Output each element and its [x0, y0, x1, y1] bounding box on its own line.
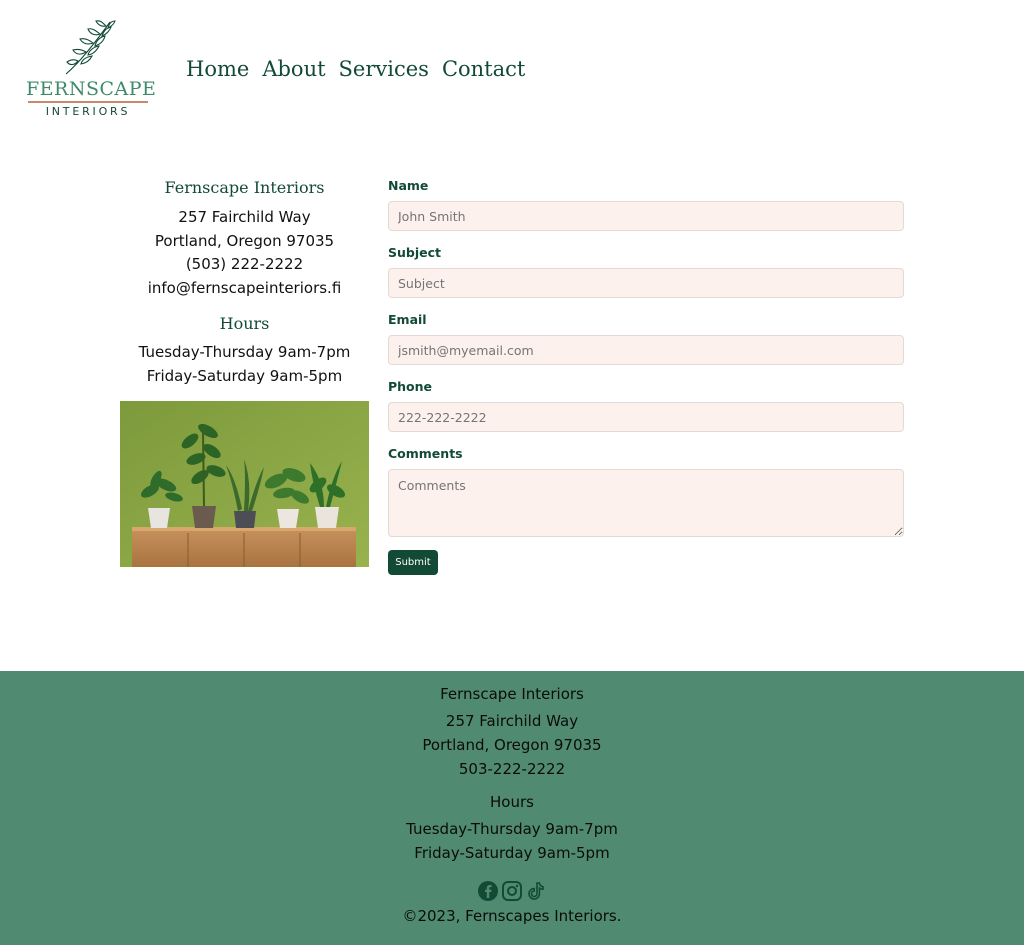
- footer-address: [0, 710, 1024, 781]
- logo[interactable]: [26, 18, 157, 120]
- logo-wordmark: FERNSCAPE: [26, 78, 157, 100]
- contact-form: [388, 178, 904, 575]
- subject-input[interactable]: [388, 268, 904, 298]
- email-label: Email: [388, 312, 427, 327]
- contact-info: [120, 176, 369, 388]
- footer-address-line-1: 257 Fairchild Way: [445, 712, 579, 730]
- footer-hours-title: Hours: [490, 793, 534, 811]
- name-label: Name: [388, 178, 429, 193]
- email-input[interactable]: [388, 335, 904, 365]
- hours-line-1: Tuesday-Thursday 9am-7pm: [138, 343, 351, 361]
- submit-button[interactable]: Submit: [388, 550, 438, 575]
- footer-hours-line-2: Friday-Saturday 9am-5pm: [414, 843, 610, 862]
- phone-number: (503) 222-2222: [185, 255, 304, 273]
- name-input[interactable]: [388, 201, 904, 231]
- company-name: Fernscape Interiors: [164, 178, 325, 197]
- hours-title: Hours: [219, 314, 270, 333]
- copyright: ©2023, Fernscapes Interiors.: [402, 907, 622, 925]
- main-nav: [186, 55, 538, 83]
- logo-divider: [28, 101, 148, 103]
- subject-label: Subject: [388, 245, 441, 260]
- footer-hours-line-1: Tuesday-Thursday 9am-7pm: [406, 820, 618, 838]
- plants-illustration: [120, 401, 369, 567]
- address-line-1: 257 Fairchild Way: [178, 208, 311, 226]
- nav-services-link[interactable]: Services: [338, 57, 429, 81]
- footer-hours: [0, 818, 1024, 866]
- hours-line-2: Friday-Saturday 9am-5pm: [146, 366, 343, 385]
- tiktok-icon[interactable]: [525, 880, 547, 902]
- footer-company-name: Fernscape Interiors: [440, 685, 584, 703]
- address-line-2: Portland, Oregon 97035: [154, 231, 335, 250]
- logo-subtitle: INTERIORS: [45, 105, 131, 118]
- instagram-icon[interactable]: [501, 880, 523, 902]
- nav-contact-link[interactable]: Contact: [441, 57, 526, 81]
- comments-label: Comments: [388, 446, 463, 461]
- nav-home-link[interactable]: Home: [186, 57, 250, 81]
- footer-address-line-2: Portland, Oregon 97035: [422, 735, 602, 754]
- comments-textarea[interactable]: [388, 469, 904, 537]
- plants-photo: [120, 401, 369, 567]
- facebook-icon[interactable]: [477, 880, 499, 902]
- email-address: info@fernscapeinteriors.fi: [147, 278, 342, 297]
- footer-phone: 503-222-2222: [458, 759, 566, 778]
- nav-about-link[interactable]: About: [262, 57, 326, 81]
- site-footer: [0, 671, 1024, 945]
- phone-input[interactable]: [388, 402, 904, 432]
- site-header: [0, 0, 1024, 140]
- fern-leaf-icon: [62, 18, 118, 76]
- social-links: [0, 880, 1024, 902]
- phone-label: Phone: [388, 379, 433, 394]
